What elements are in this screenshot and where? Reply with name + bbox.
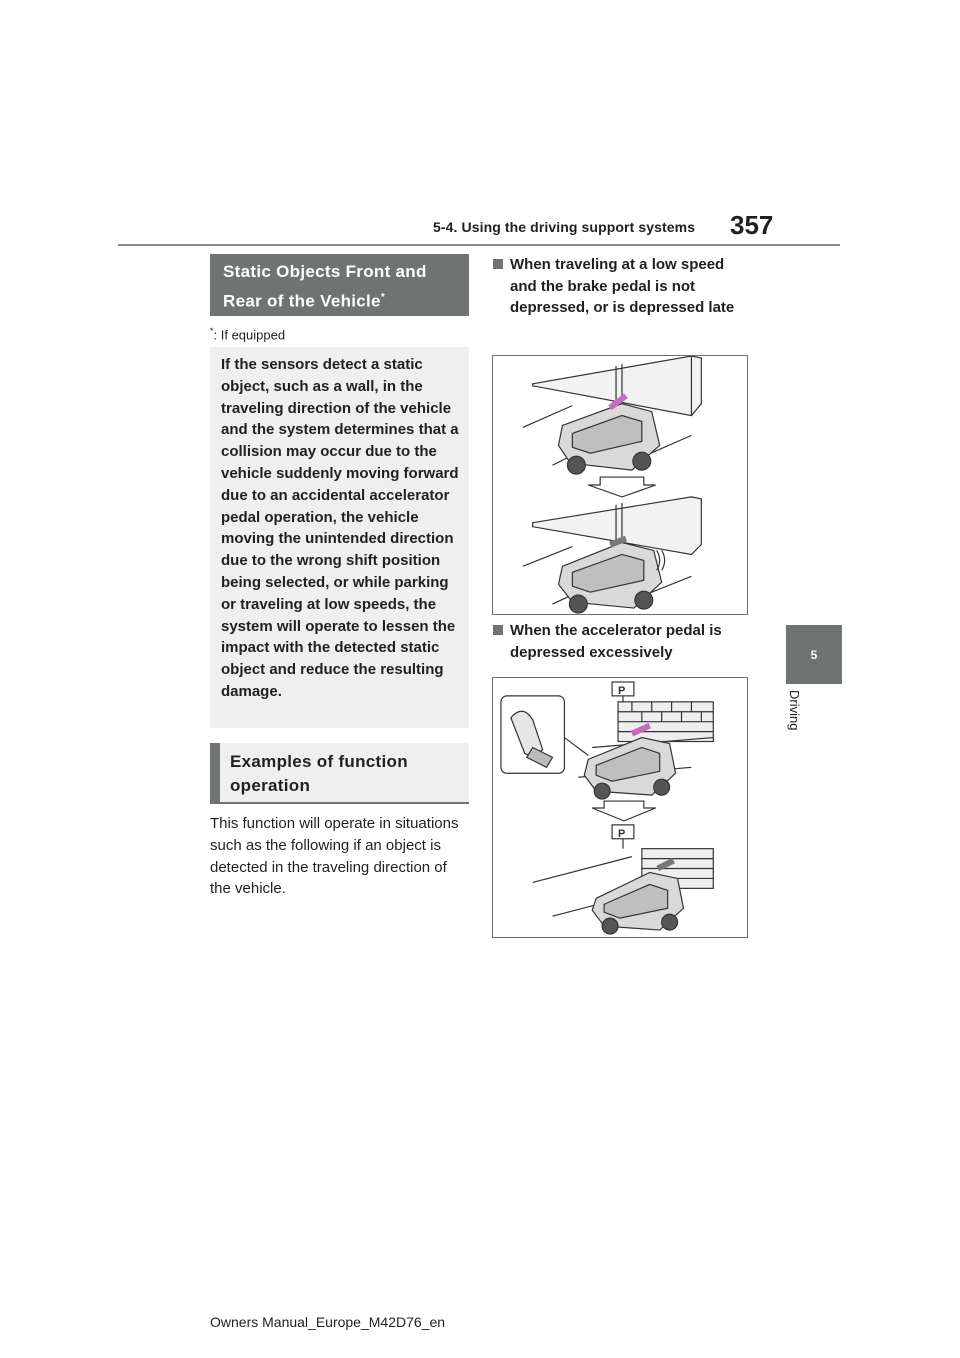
section-heading-text: Static Objects Front and Rear of the Vehicle [223,262,427,311]
accelerator-illustration [493,678,747,937]
footnote [210,326,285,342]
subheading: Examples of function operation [210,743,469,804]
section-heading [210,254,469,316]
figure-low-speed [492,355,748,615]
footer-text: Owners Manual_Europe_M42D76_en [210,1314,446,1330]
example-1-text: When traveling at a low speed and the brake pedal is not depressed, or is depressed late [510,256,735,317]
footnote-marker: * [210,326,214,336]
intro-text: If the sensors detect a static object, such as a wall, in the traveling direction of the vehicle and the system determines that a collision may occur due to the vehicle suddenly moving forward due to an accidental accelerator pedal operation, the vehicle moving the unintended direction due to the wrong shift position being selected, or while parking or traveling at low speeds, the system will operate to lessen the impact with the detected static object and reduce the resulting damage. [221,356,459,700]
chapter-label-text: Driving [787,690,802,731]
figure-accelerator [492,677,748,938]
square-bullet-icon [493,259,503,269]
section-title: 5-4. Using the driving support systems [433,219,696,235]
page-number: 357 [730,210,774,240]
chapter-label [786,690,800,750]
header-divider [118,244,840,246]
low-speed-illustration [493,356,747,614]
asterisk-marker: * [380,292,386,303]
example-1 [493,254,755,319]
square-bullet-icon [493,625,503,635]
example-2-text: When the accelerator pedal is depressed excessively [510,622,722,661]
chapter-number: 5 [810,647,818,662]
parking-sign-bottom: P [618,827,626,840]
example-2 [493,620,755,663]
intro-box [210,347,469,728]
chapter-tab[interactable] [786,625,842,684]
parking-sign-top: P [618,684,626,697]
body-paragraph: This function will operate in situations such as the following if an object is detected in the traveling direction of the vehicle. [210,815,459,898]
footnote-text: : If equipped [213,327,286,343]
